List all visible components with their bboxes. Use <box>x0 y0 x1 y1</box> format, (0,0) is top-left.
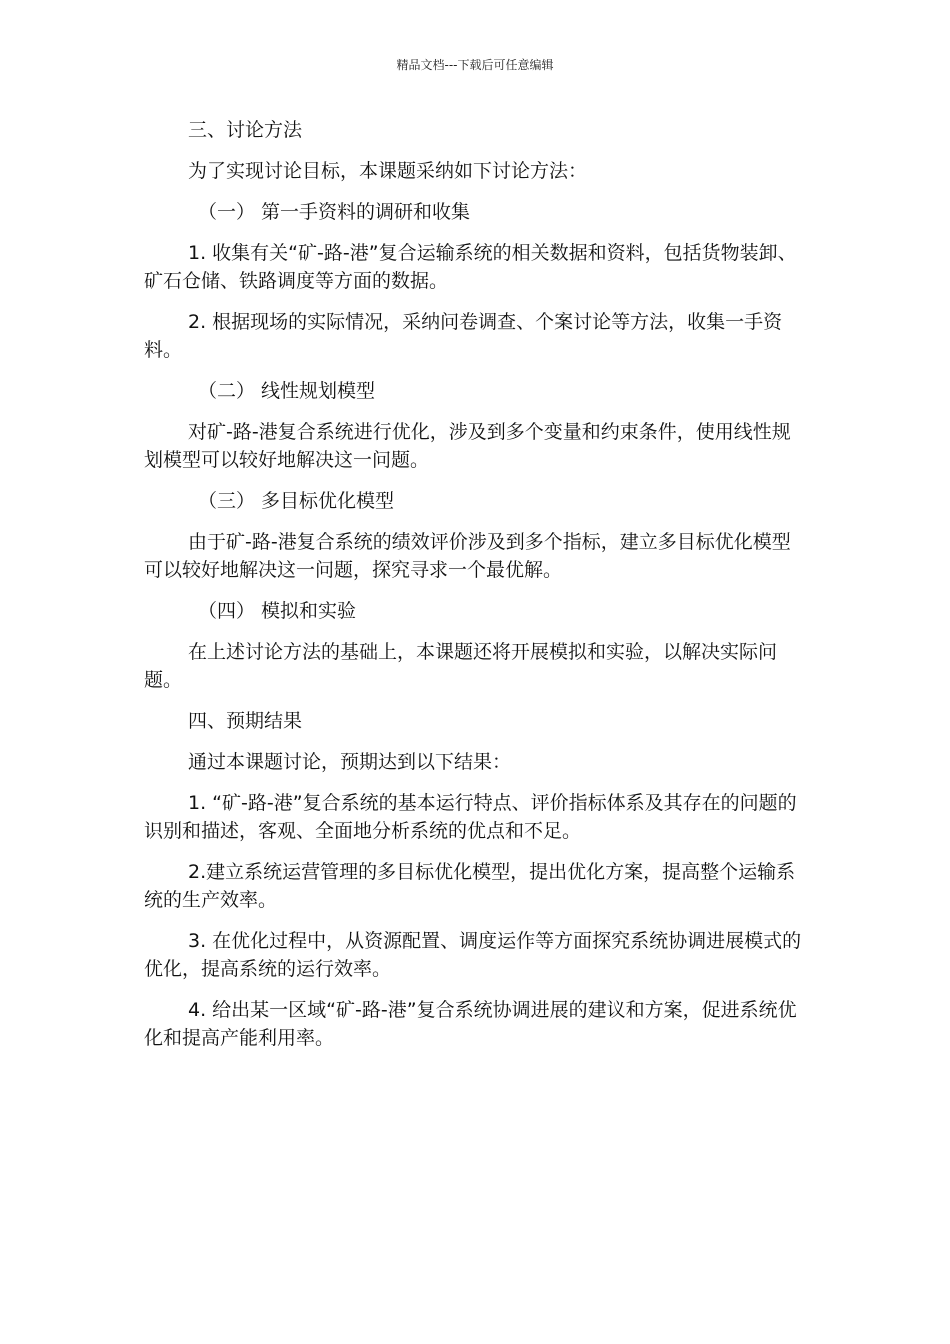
document-body <box>144 116 808 1065</box>
paragraph-field-survey: 2. 根据现场的实际情况，采纳问卷调查、个案讨论等方法，收集一手资料。 <box>144 311 783 361</box>
subheading-data-collection: （一） 第一手资料的调研和收集 <box>198 201 471 223</box>
paragraph-collect-data: 1. 收集有关“矿-路-港”复合运输系统的相关数据和资料，包括货物装卸、矿石仓储、铁路调度等方面的数据。 <box>144 242 797 292</box>
subheading-linear-programming: （二） 线性规划模型 <box>198 380 376 402</box>
subheading-simulation: （四） 模拟和实验 <box>198 600 357 622</box>
page-header: 精品文档---下载后可任意编辑 <box>396 58 554 72</box>
paragraph-result-1: 1. “矿-路-港”复合系统的基本运行特点、评价指标体系及其存在的问题的识别和描述，客观、全面地分析系统的优点和不足。 <box>144 792 797 842</box>
paragraph-simulation: 在上述讨论方法的基础上，本课题还将开展模拟和实验，以解决实际问题。 <box>144 641 778 691</box>
paragraph-methods-intro: 为了实现讨论目标，本课题采纳如下讨论方法： <box>188 160 588 182</box>
subheading-multi-objective: （三） 多目标优化模型 <box>198 490 395 512</box>
section-heading-expected-results: 四、预期结果 <box>188 710 303 732</box>
section-heading-methods: 三、讨论方法 <box>188 119 303 141</box>
paragraph-result-4: 4. 给出某一区域“矿-路-港”复合系统协调进展的建议和方案，促进系统优化和提高产能利用率。 <box>144 999 797 1049</box>
paragraph-results-intro: 通过本课题讨论，预期达到以下结果： <box>188 751 512 773</box>
paragraph-multi-objective: 由于矿-路-港复合系统的绩效评价涉及到多个指标，建立多目标优化模型可以较好地解决这一问题，探究寻求一个最优解。 <box>144 531 791 581</box>
paragraph-result-3: 3. 在优化过程中，从资源配置、调度运作等方面探究系统协调进展模式的优化，提高系统的运行效率。 <box>144 930 802 980</box>
paragraph-result-2: 2.建立系统运营管理的多目标优化模型，提出优化方案，提高整个运输系统的生产效率。 <box>144 861 796 911</box>
paragraph-linear-programming: 对矿-路-港复合系统进行优化，涉及到多个变量和约束条件，使用线性规划模型可以较好地解决这一问题。 <box>144 421 791 471</box>
